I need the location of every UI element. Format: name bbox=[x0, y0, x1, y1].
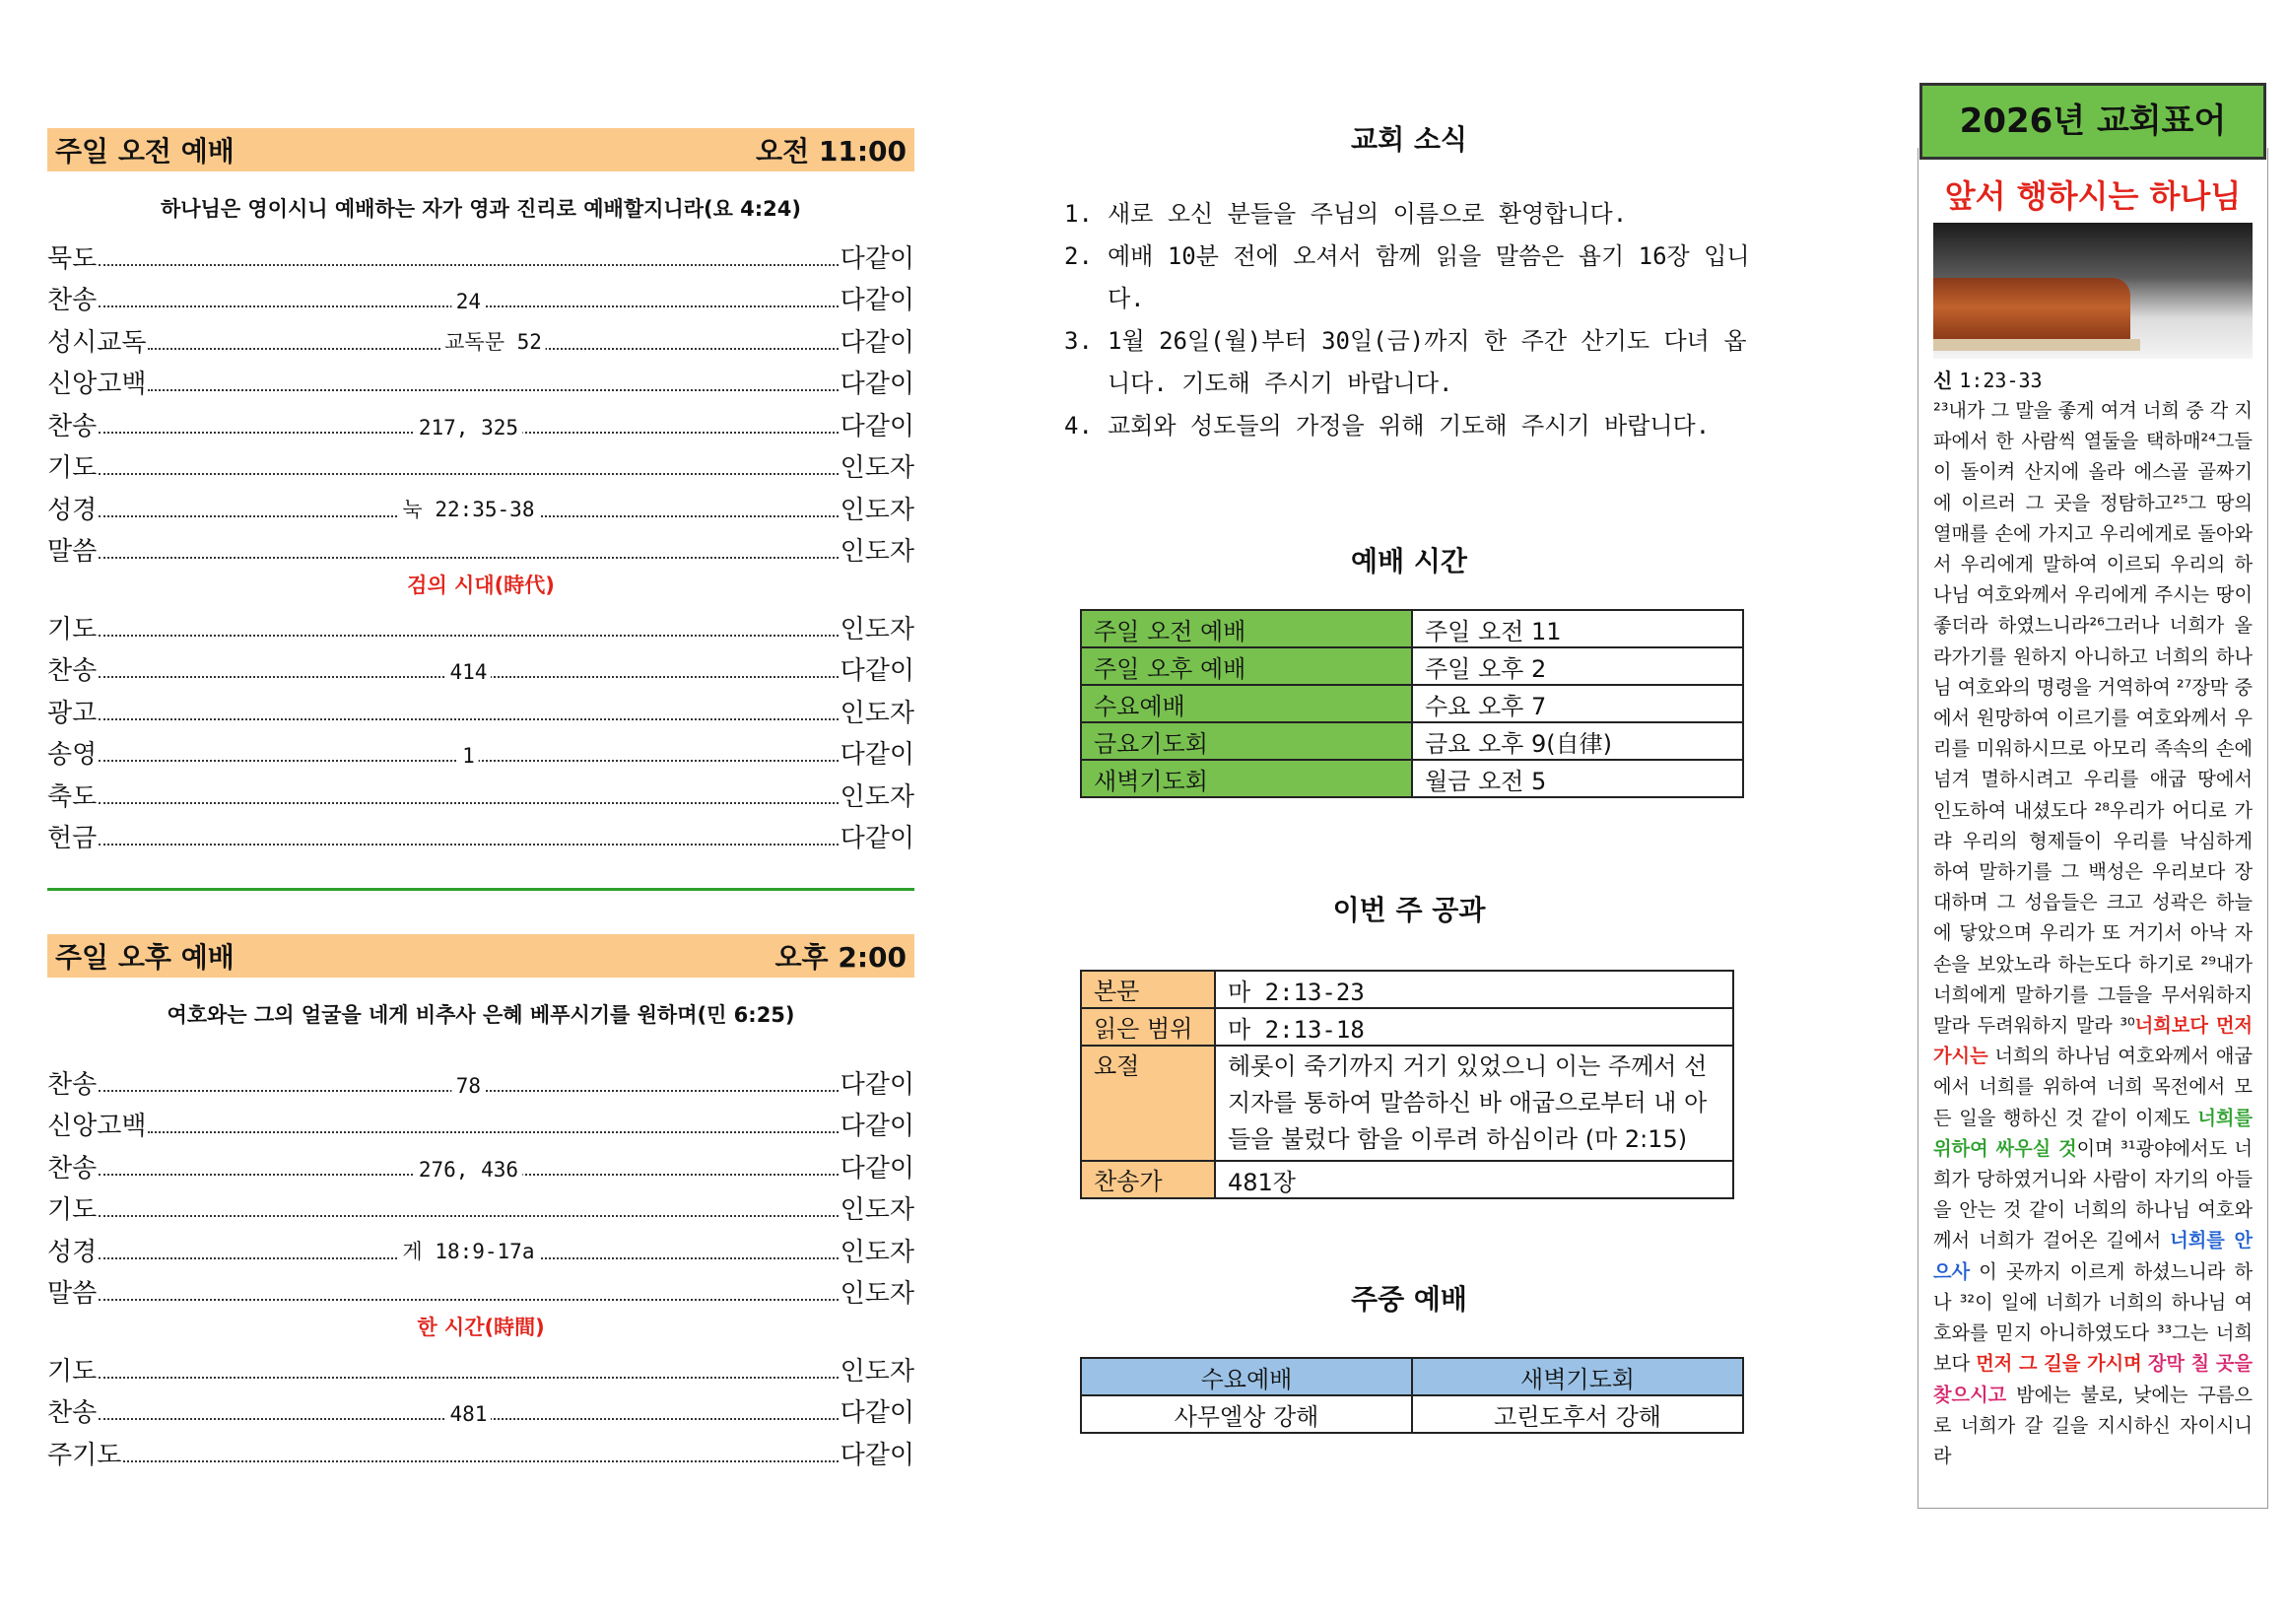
dot-leader bbox=[99, 415, 838, 440]
news-item-text: 1월 26일(월)부터 30일(금)까지 한 주간 산기도 다녀 옵니다. 기도해 주시기 바랍니다. bbox=[1108, 327, 1747, 397]
order-item-leader: 다같이 bbox=[840, 1440, 914, 1470]
section-divider bbox=[47, 888, 914, 891]
lesson-hymn-value: 481장 bbox=[1215, 1161, 1733, 1198]
midweek-table bbox=[1080, 1357, 1744, 1434]
order-item-leader: 다같이 bbox=[840, 243, 914, 274]
bible-pages bbox=[1933, 339, 2140, 351]
times-row bbox=[1081, 610, 1743, 647]
times-title: 예배 시간 bbox=[1351, 545, 1467, 577]
news-item-text: 새로 오신 분들을 주님의 이름으로 환영합니다. bbox=[1108, 200, 1628, 228]
dot-leader bbox=[99, 497, 838, 521]
scripture-part: 이 곳까지 이르게 하셨느니라 하나 ³²이 일에 너희가 너희의 하나님 여호와를 믿지 아니하였도다 ³³그는 너희보다 bbox=[1933, 1259, 2253, 1376]
worship-times-table bbox=[1080, 609, 1744, 798]
morning-sermon-title: 검의 시대(時代) bbox=[407, 574, 555, 597]
times-value: 금요 오후 9(自律) bbox=[1412, 722, 1743, 760]
right-column bbox=[1919, 83, 2266, 1471]
order-item-name: 기도 bbox=[47, 1356, 98, 1387]
morning-service-title: 주일 오전 예배 bbox=[55, 135, 235, 168]
scripture-highlight-green: 너희를 위하여 싸우실 것 bbox=[1933, 1106, 2253, 1160]
order-item-name: 찬송 bbox=[47, 1069, 98, 1100]
dot-leader bbox=[99, 844, 838, 846]
order-item-leader: 인도자 bbox=[840, 614, 914, 644]
morning-verse: 하나님은 영이시니 예배하는 자가 영과 진리로 예배할지니라(요 4:24) bbox=[160, 197, 802, 221]
times-row bbox=[1081, 760, 1743, 797]
times-row bbox=[1081, 647, 1743, 685]
dot-leader bbox=[99, 264, 838, 266]
order-item bbox=[47, 400, 914, 442]
dot-leader bbox=[99, 557, 838, 559]
middle-column bbox=[1064, 118, 1754, 1434]
order-item bbox=[47, 603, 914, 645]
order-item bbox=[47, 233, 914, 275]
news-item-text: 예배 10분 전에 오셔서 함께 읽을 말씀은 욥기 16장 입니다. bbox=[1108, 242, 1750, 312]
midweek-value-dawn: 고린도후서 강해 bbox=[1412, 1395, 1743, 1433]
order-item-leader: 인도자 bbox=[840, 781, 914, 812]
order-item-name: 찬송 bbox=[47, 411, 98, 441]
order-item-leader: 다같이 bbox=[840, 656, 914, 686]
scripture-highlight-red: 먼저 그 길을 가시며 bbox=[1976, 1352, 2142, 1376]
order-item-name: 헌금 bbox=[47, 824, 98, 853]
dot-leader bbox=[99, 473, 838, 475]
motto-subtitle: 앞서 행하시는 하나님 bbox=[1944, 177, 2242, 215]
order-item-detail: 276, 436 bbox=[415, 1158, 522, 1182]
dot-leader bbox=[99, 635, 838, 637]
order-item-name: 기도 bbox=[47, 1195, 98, 1225]
order-item bbox=[47, 442, 914, 485]
times-value: 주일 오후 2 bbox=[1412, 647, 1743, 685]
news-item-number: 3. bbox=[1064, 327, 1093, 355]
order-item-leader: 다같이 bbox=[840, 1069, 914, 1100]
news-item bbox=[1064, 320, 1754, 405]
midweek-value-wed: 사무엘상 강해 bbox=[1081, 1395, 1412, 1433]
news-list bbox=[1064, 193, 1754, 447]
lesson-summary-value: 헤롯이 죽기까지 거기 있었으니 이는 주께서 선지자를 통하여 말씀하신 바 애굽으로부터 내 아들을 불렀다 함을 이루려 하심이라 (마 2:15) bbox=[1215, 1046, 1733, 1161]
order-item bbox=[47, 1101, 914, 1143]
morning-order-part1 bbox=[47, 233, 914, 568]
scripture-highlight-blue: 너희를 안으사 bbox=[1933, 1229, 2253, 1283]
afternoon-order-part2 bbox=[47, 1345, 914, 1471]
order-item-name: 찬송 bbox=[47, 656, 98, 686]
order-item bbox=[47, 1142, 914, 1184]
order-item-detail: 1 bbox=[458, 744, 479, 768]
order-item bbox=[47, 275, 914, 317]
order-item-detail: 교독문 52 bbox=[440, 326, 546, 356]
order-item-leader: 다같이 bbox=[840, 1398, 914, 1428]
order-item bbox=[47, 526, 914, 569]
scripture-text bbox=[1933, 395, 2253, 1471]
dot-leader bbox=[99, 1215, 838, 1217]
order-item-leader: 다같이 bbox=[840, 327, 914, 358]
news-item bbox=[1064, 405, 1754, 447]
midweek-header-row bbox=[1081, 1358, 1743, 1395]
afternoon-verse: 여호와는 그의 얼굴을 네게 비추사 은혜 베푸시기를 원하며(민 6:25) bbox=[167, 1003, 795, 1027]
dot-leader bbox=[99, 1157, 838, 1182]
order-item bbox=[47, 1345, 914, 1387]
order-item-leader: 다같이 bbox=[840, 286, 914, 315]
order-item bbox=[47, 484, 914, 526]
order-item-name: 성시교독 bbox=[47, 327, 147, 358]
midweek-value-row bbox=[1081, 1395, 1743, 1433]
times-label: 주일 오전 예배 bbox=[1081, 610, 1412, 647]
news-item-text: 교회와 성도들의 가정을 위해 기도해 주시기 바랍니다. bbox=[1108, 412, 1711, 440]
order-item-leader: 인도자 bbox=[840, 1237, 914, 1267]
dot-leader bbox=[99, 1073, 838, 1098]
lesson-row-summary bbox=[1081, 1046, 1733, 1161]
times-label: 금요기도회 bbox=[1081, 722, 1412, 760]
order-item-name: 말씀 bbox=[47, 1279, 98, 1309]
order-item-name: 축도 bbox=[47, 781, 98, 812]
afternoon-sermon-title: 한 시간(時間) bbox=[417, 1316, 545, 1339]
dot-leader bbox=[99, 1377, 838, 1379]
dot-leader bbox=[99, 1239, 838, 1263]
times-row bbox=[1081, 685, 1743, 722]
order-item bbox=[47, 1184, 914, 1227]
afternoon-service-title: 주일 오후 예배 bbox=[55, 941, 235, 974]
left-column bbox=[47, 128, 914, 1471]
times-label: 주일 오후 예배 bbox=[1081, 647, 1412, 685]
news-item-number: 2. bbox=[1064, 242, 1093, 270]
order-item-leader: 인도자 bbox=[840, 537, 914, 567]
scripture-highlight-magenta: 장막 칠 곳을 찾으시고 bbox=[1933, 1352, 2253, 1406]
ref-book: 신 bbox=[1933, 369, 1953, 392]
dot-leader bbox=[123, 1460, 838, 1462]
afternoon-order-part1 bbox=[47, 1058, 914, 1310]
order-item-detail: 24 bbox=[452, 290, 485, 313]
scripture-highlight-red: 너희보다 먼저 가시는 bbox=[1933, 1014, 2254, 1068]
bible-photo bbox=[1933, 223, 2253, 359]
dot-leader bbox=[148, 329, 838, 354]
order-item-name: 말씀 bbox=[47, 537, 98, 567]
lesson-text-label: 본문 bbox=[1081, 971, 1215, 1008]
dot-leader bbox=[99, 744, 838, 768]
order-item bbox=[47, 1387, 914, 1430]
midweek-header-dawn: 새벽기도회 bbox=[1412, 1358, 1743, 1395]
order-item-name: 기도 bbox=[47, 453, 98, 483]
news-item bbox=[1064, 236, 1754, 320]
dot-leader bbox=[148, 1131, 838, 1133]
lesson-row-text bbox=[1081, 971, 1733, 1008]
news-item-number: 1. bbox=[1064, 200, 1093, 228]
order-item-leader: 인도자 bbox=[840, 1195, 914, 1225]
lesson-title: 이번 주 공과 bbox=[1332, 894, 1486, 926]
lesson-row-hymn bbox=[1081, 1161, 1733, 1198]
order-item-leader: 다같이 bbox=[840, 824, 914, 853]
scripture-part: 밤에는 불로, 낮에는 구름으로 너희가 갈 길을 지시하신 자이시니라 bbox=[1933, 1383, 2253, 1467]
order-item-detail: 481 bbox=[445, 1402, 491, 1426]
order-item-detail: 게 18:9-17a bbox=[398, 1236, 538, 1265]
order-item-detail: 78 bbox=[452, 1074, 485, 1098]
order-item-name: 기도 bbox=[47, 614, 98, 644]
order-item-name: 신앙고백 bbox=[47, 1112, 147, 1141]
dot-leader bbox=[99, 718, 838, 720]
lesson-row-reading bbox=[1081, 1008, 1733, 1046]
times-value: 주일 오전 11 bbox=[1412, 610, 1743, 647]
order-item-detail: 414 bbox=[445, 660, 491, 684]
dot-leader bbox=[99, 660, 838, 684]
order-item bbox=[47, 645, 914, 688]
order-item-name: 송영 bbox=[47, 740, 98, 770]
order-item-name: 광고 bbox=[47, 698, 98, 728]
order-item-name: 묵도 bbox=[47, 243, 98, 274]
dot-leader bbox=[148, 389, 838, 391]
order-item-leader: 다같이 bbox=[840, 370, 914, 399]
lesson-summary-label: 요절 bbox=[1081, 1046, 1215, 1161]
lesson-reading-value: 마 2:13-18 bbox=[1215, 1008, 1733, 1046]
scripture-reference bbox=[1933, 365, 2253, 393]
dot-leader bbox=[99, 1299, 838, 1301]
afternoon-service-header bbox=[47, 934, 914, 978]
order-item bbox=[47, 813, 914, 855]
dot-leader bbox=[99, 290, 838, 313]
news-item-number: 4. bbox=[1064, 412, 1093, 440]
times-label: 새벽기도회 bbox=[1081, 760, 1412, 797]
order-item-detail: 눅 22:35-38 bbox=[398, 494, 538, 523]
order-item-leader: 인도자 bbox=[840, 453, 914, 483]
order-item-name: 신앙고백 bbox=[47, 370, 147, 399]
midweek-header-wed: 수요예배 bbox=[1081, 1358, 1412, 1395]
scripture-part: 이며 ³¹광야에서도 너희가 당하였거니와 사람이 자기의 아들을 안는 것 같이 너희의 하나님 여호와께서 너희가 걸어온 길에서 bbox=[1933, 1136, 2253, 1252]
morning-service-header bbox=[47, 128, 914, 171]
order-item bbox=[47, 771, 914, 813]
morning-order-part2 bbox=[47, 603, 914, 854]
order-item-name: 찬송 bbox=[47, 1153, 98, 1184]
times-label: 수요예배 bbox=[1081, 685, 1412, 722]
lesson-table bbox=[1080, 970, 1734, 1199]
motto-year-title: 2026년 교회표어 bbox=[1919, 83, 2266, 160]
order-item-leader: 인도자 bbox=[840, 1356, 914, 1387]
order-item bbox=[47, 729, 914, 772]
scripture-part: 너희의 하나님 여호와께서 애굽에서 너희를 위하여 너희 목전에서 모든 일을 행하신 것 같이 이제도 bbox=[1933, 1045, 2253, 1129]
midweek-title: 주중 예배 bbox=[1351, 1283, 1467, 1316]
order-item bbox=[47, 1058, 914, 1101]
order-item-name: 주기도 bbox=[47, 1440, 122, 1470]
times-value: 월금 오전 5 bbox=[1412, 760, 1743, 797]
order-item bbox=[47, 1226, 914, 1268]
order-item-name: 찬송 bbox=[47, 286, 98, 315]
afternoon-service-time: 오후 2:00 bbox=[774, 941, 907, 974]
order-item-detail: 217, 325 bbox=[415, 416, 522, 440]
ref-verses: 1:23-33 bbox=[1959, 369, 2043, 392]
morning-service-time: 오전 11:00 bbox=[756, 135, 907, 168]
lesson-hymn-label: 찬송가 bbox=[1081, 1161, 1215, 1198]
order-item-name: 성경 bbox=[47, 1237, 98, 1267]
dot-leader bbox=[99, 1402, 838, 1426]
order-item-leader: 다같이 bbox=[840, 411, 914, 441]
order-item-leader: 다같이 bbox=[840, 1112, 914, 1141]
order-item bbox=[47, 1429, 914, 1471]
news-item bbox=[1064, 193, 1754, 236]
order-item-name: 성경 bbox=[47, 495, 98, 525]
lesson-reading-label: 읽은 범위 bbox=[1081, 1008, 1215, 1046]
order-item bbox=[47, 1268, 914, 1311]
order-item bbox=[47, 316, 914, 359]
news-title: 교회 소식 bbox=[1351, 123, 1467, 156]
times-value: 수요 오후 7 bbox=[1412, 685, 1743, 722]
order-item-name: 찬송 bbox=[47, 1398, 98, 1428]
order-item-leader: 다같이 bbox=[840, 1153, 914, 1184]
order-item bbox=[47, 687, 914, 729]
order-item bbox=[47, 359, 914, 401]
order-item-leader: 다같이 bbox=[840, 740, 914, 770]
order-item-leader: 인도자 bbox=[840, 495, 914, 525]
scripture-part: ²³내가 그 말을 좋게 여겨 너희 중 각 지파에서 한 사람씩 열둘을 택하매²⁴그들이 돌이켜 산지에 올라 에스골 골짜기에 이르러 그 곳을 정탐하고²⁵그 땅의 열매를 손에 가지고 우리에게로 돌아와서 우리에게 말하여 이르되 우리의 하나님 여호와께서 우리에게 주시는 땅이 좋더라 하였느니라²⁶그러나 너희가 올라가기를 원하지 아니하고 너희의 하나님 여호와의 명령을 거역하여 ²⁷장막 중에서 원망하여 이르기를 여호와께서 우리를 미워하시므로 아모리 족속의 손에 넘겨 멸하시려고 우리를 애굽 땅에서 인도하여 내셨도다 ²⁸우리가 어디로 가랴 우리의 형제들이 우리를 낙심하게 하여 말하기를 그 백성은 우리보다 장대하며 그 성읍들은 크고 성곽은 하늘에 닿았으며 우리가 또 거기서 아낙 자손을 보았노라 하는도다 하기로 ²⁹내가 너희에게 말하기를 그들을 무서워하지 말라 두려워하지 말라 ³⁰ bbox=[1933, 399, 2253, 1038]
lesson-text-value: 마 2:13-23 bbox=[1215, 971, 1733, 1008]
order-item-leader: 인도자 bbox=[840, 698, 914, 728]
order-item-leader: 인도자 bbox=[840, 1279, 914, 1309]
dot-leader bbox=[99, 802, 838, 804]
times-row bbox=[1081, 722, 1743, 760]
